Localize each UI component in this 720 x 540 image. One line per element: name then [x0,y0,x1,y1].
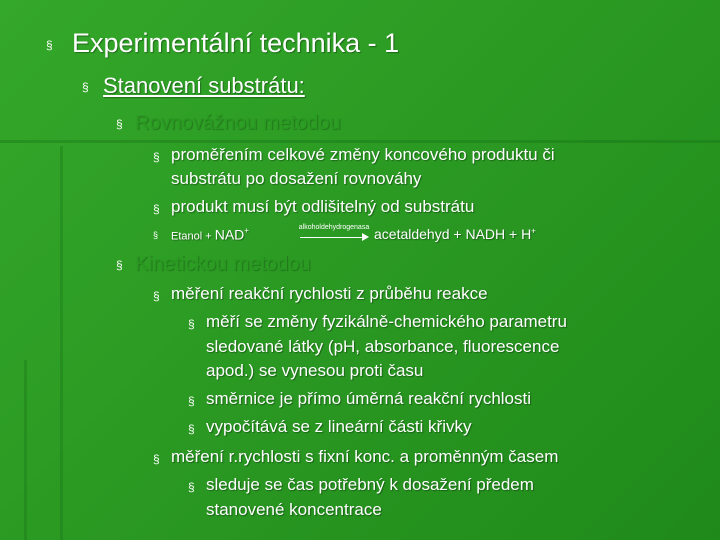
bullet-icon: § [46,38,53,52]
reaction-arrow [298,224,370,246]
list-item: měření r.rychlosti s fixní konc. a proměnným časem [171,447,559,466]
enzyme-label: alkoholdehydrogenasa [298,224,370,231]
arrow-line [300,237,364,238]
bullet-icon: § [153,202,160,216]
bullet-icon: § [153,289,160,303]
sub-list-item-continuation: apod.) se vynesou proti času [206,361,424,380]
list-item-continuation: substrátu po dosažení rovnováhy [171,169,422,188]
reaction-charge: + [244,226,249,235]
slide-subtitle: Stanovení substrátu: [103,73,305,98]
reaction-products: acetaldehyd + NADH + H [374,226,532,242]
bullet-icon: § [153,452,160,466]
background-band [60,146,63,540]
bullet-icon: § [188,422,195,436]
section-heading-kinetic: Kinetickou metodou [135,253,311,275]
bullet-icon: § [188,480,195,494]
reaction-charge: + [531,226,536,236]
bullet-icon: § [153,230,159,240]
arrow-head-icon [362,233,369,241]
bullet-icon: § [188,394,195,408]
sub-list-item: sleduje se čas potřebný k dosažení předem [206,475,534,494]
list-item: produkt musí být odlišitelný od substrátu [171,197,475,216]
sub-list-item: směrnice je přímo úměrná reakční rychlosti [206,389,532,408]
sub-list-item: vypočítává se z lineární části křivky [206,417,472,436]
bullet-icon: § [188,317,195,331]
reaction-cofactor: NAD [214,226,245,243]
background-band [24,360,27,540]
sub-list-item: měří se změny fyzikálně-chemického parametru [206,312,567,331]
bullet-icon: § [153,150,160,164]
reaction-reactant: Etanol + [171,230,215,243]
list-item: měření reakční rychlosti z průběhu reakce [171,284,488,303]
background-band [0,140,720,143]
sub-list-item-continuation: stanovené koncentrace [206,500,382,519]
bullet-icon: § [116,117,123,131]
reaction-right [374,226,536,242]
section-heading-equilibrium: Rovnovážnou metodou [135,112,341,134]
bullet-icon: § [82,80,89,94]
sub-list-item-continuation: sledované látky (pH, absorbance, fluorescence [206,337,560,356]
slide-title: Experimentální technika - 1 [72,28,400,58]
reaction-left [171,226,249,244]
bullet-icon: § [116,258,123,272]
list-item: proměřením celkové změny koncového produktu či [171,145,555,164]
